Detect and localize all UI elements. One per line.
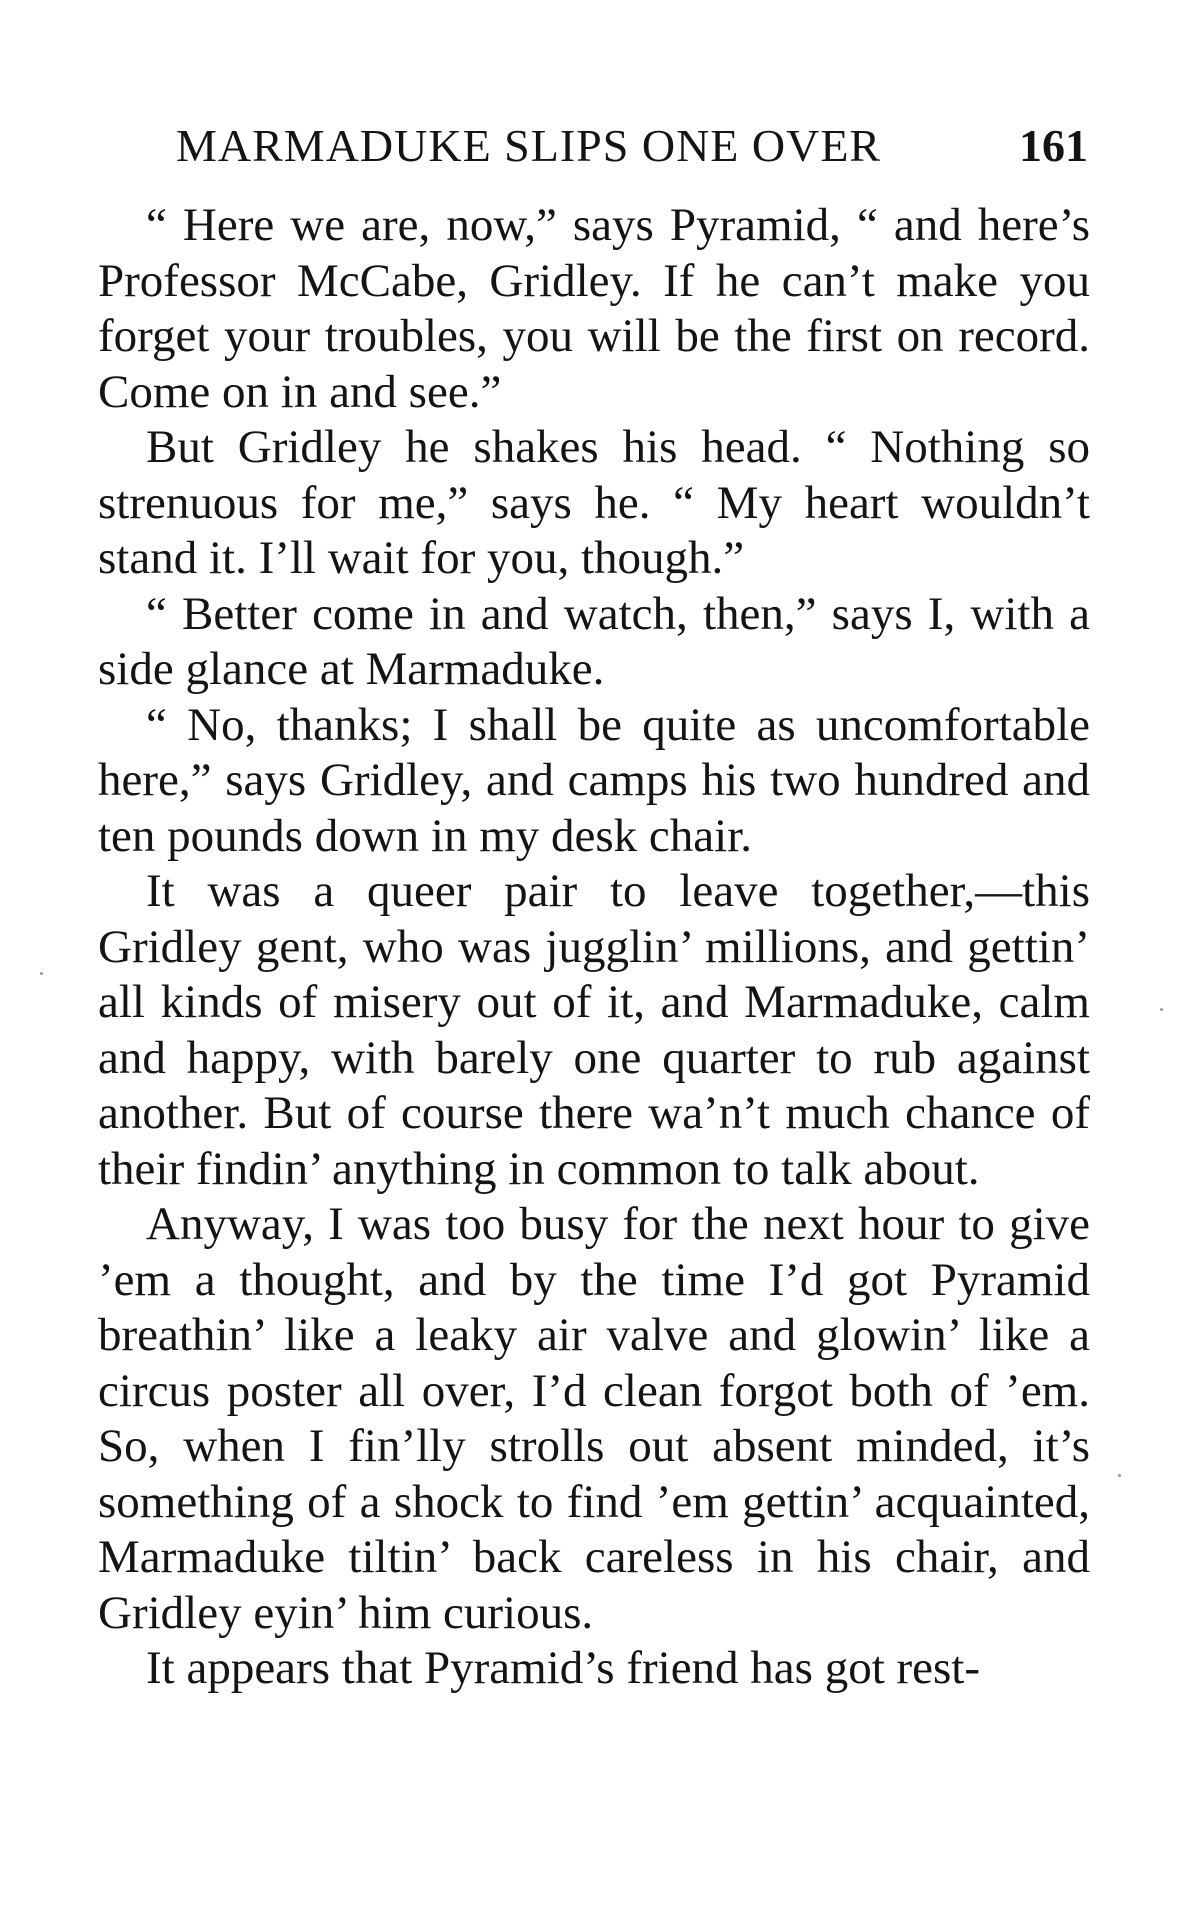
paragraph-2: But Gridley he shakes his head. “ Nothing so strenuous for me,” says he. “ My heart wouldn’t stand it. I’ll wait for you, though.” [98,421,1090,584]
paragraph-4: “ No, thanks; I shall be quite as uncomfortable here,” says Gridley, and camps his two hundred and ten pounds down in my desk chair. [98,698,1090,862]
paragraph-3: “ Better come in and watch, then,” says I, with a side glance at Marmaduke. [98,587,1090,695]
chapter-title: MARMADUKE SLIPS ONE OVER [176,120,882,171]
paper-speck [1160,1008,1163,1011]
paragraph-6: Anyway, I was too busy for the next hour to give ’em a thought, and by the time I’d got Pyramid breathin’ like a leaky air valve and glowin’ like a circus poster all over, I’d clean forgot both of ’em. So, when I fin’lly strolls out absent minded, it’s something of a shock to find ’em gettin’ acquainted, Marmaduke tiltin’ back careless in his chair, and Gridley eyin’ him curious. [98,1198,1090,1639]
page-number: 161 [1019,120,1088,171]
paper-speck [1118,1474,1121,1477]
paragraph-5: It was a queer pair to leave together,—this Gridley gent, who was jugglin’ millions, and gettin’ all kinds of misery out of it, and Marmaduke, calm and happy, with barely one quarter to rub against another. But of course there wa’n’t much chance of their findin’ anything in common to talk about. [98,865,1090,1195]
paragraph-7: It appears that Pyramid’s friend has got rest- [146,1642,981,1694]
paper-speck [40,972,43,975]
paragraph-1: “ Here we are, now,” says Pyramid, “ and here’s Professor McCabe, Gridley. If he can’t make you forget your troubles, you will be the first on record. Come on in and see.” [98,199,1090,418]
body-text [98,198,1090,1697]
running-head [176,116,1088,176]
